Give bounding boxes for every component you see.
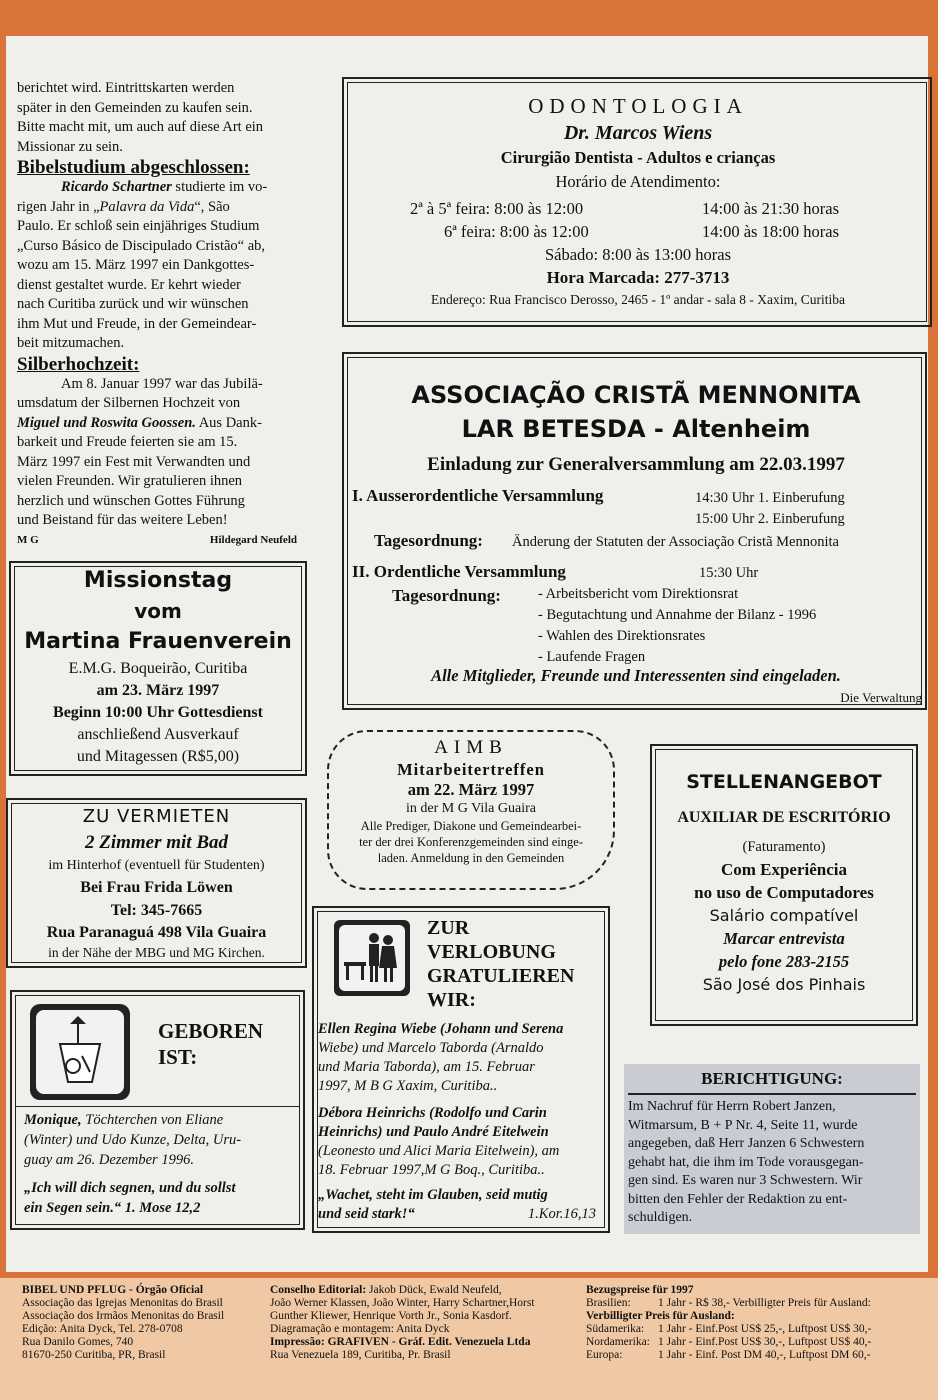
agenda-1: Änderung der Statuten der Associação Cristã Mennonita xyxy=(512,534,839,550)
vermieten-rooms: 2 Zimmer mit Bad xyxy=(84,832,229,853)
aimb-title: AIMB xyxy=(434,737,508,758)
verlobung-title-3: GRATULIEREN xyxy=(427,965,575,987)
footer-c2-first: Jakob Dück, Ewald Neufeld, xyxy=(366,1284,502,1296)
berichtigung-title: BERICHTIGUNG: xyxy=(701,1069,843,1088)
agenda-2-item: - Begutachtung und Annahme der Bilanz - 1996 xyxy=(538,607,817,623)
silber-line: März 1997 ein Fest mit Verwandten und xyxy=(17,453,251,470)
silber-line: umsdatum der Silbernen Hochzeit von xyxy=(17,395,241,411)
associacao-title xyxy=(346,378,926,446)
spacer xyxy=(24,1170,298,1178)
bibel-line xyxy=(17,198,307,218)
verlobung-title-2: VERLOBUNG xyxy=(427,941,556,963)
spacer xyxy=(318,1096,606,1104)
associacao-title-2 xyxy=(346,412,926,446)
verlobung-verse: „Wachet, steht im Glauben, seid mutig xyxy=(318,1187,548,1203)
agenda-2-item: - Laufende Fragen xyxy=(538,649,646,665)
vermieten-note: im Hinterhof (eventuell für Studenten) xyxy=(48,858,265,873)
associacao-sec1-times xyxy=(695,488,845,530)
intro-line: Bitte macht mit, um auch auf diese Art ein xyxy=(17,119,264,135)
bibel-line: nach Curitiba zurück und wir wünschen xyxy=(17,296,249,312)
silber-line: und Beistand für das weitere Leben! xyxy=(17,512,228,528)
missionstag-lunch: und Mitagessen (R$5,00) xyxy=(76,748,240,765)
verlobung-p2: Heinrichs) und Paulo André Eitelwein xyxy=(318,1124,549,1140)
sign-left: M G xyxy=(17,533,39,546)
couple-graphic xyxy=(334,920,410,996)
bibel-line: ihm Mut und Freude, in der Gemeindear- xyxy=(17,315,257,332)
footer-c1-line: 81670-250 Curitiba, PR, Brasil xyxy=(22,1349,166,1361)
aimb-date: am 22. März 1997 xyxy=(407,780,535,799)
agenda-2-item: - Wahlen des Direktionsrates xyxy=(538,628,706,644)
aimb-line: Alle Prediger, Diakone und Gemeindearbei- xyxy=(360,819,582,833)
bibel-line1-rest: studierte im vo- xyxy=(171,179,268,195)
associacao-title-1: ASSOCIAÇÃO CRISTÃ MENNONITA xyxy=(411,381,861,409)
agenda-label-2: Tagesordnung: xyxy=(392,586,501,605)
silber-line xyxy=(17,414,307,434)
footer-c2-line: Diagramação e montagem: Anita Dyck xyxy=(270,1323,450,1335)
stork-graphic xyxy=(30,1004,130,1100)
hours-row xyxy=(410,220,880,243)
aimb-place: in der M G Vila Guaira xyxy=(406,801,536,816)
footer-c1-line: BIBEL UND PFLUG - Órgão Oficial xyxy=(22,1284,204,1296)
verlobung-verse2: und seid stark!“ xyxy=(318,1206,415,1222)
stellen-phone: pelo fone 283-2155 xyxy=(718,952,850,971)
associacao-sec2-time: 15:30 Uhr xyxy=(699,565,759,581)
footer-col-3 xyxy=(586,1284,926,1362)
berichtigung-divider xyxy=(628,1093,916,1095)
berichtigung-line: Witmarsum, B + P Nr. 4, Seite 11, wurde xyxy=(628,1117,858,1133)
vermieten-near: in der Nähe der MBG und MG Kirchen. xyxy=(48,945,265,960)
missionstag-start: Beginn 10:00 Uhr Gottesdienst xyxy=(53,704,263,721)
verlobung-title-4: WIR: xyxy=(427,989,476,1011)
footer-c1-line: Edição: Anita Dyck, Tel. 278-0708 xyxy=(22,1323,183,1335)
masthead-footer xyxy=(0,1278,938,1400)
aimb-meeting: Mitarbeitertreffen xyxy=(397,760,545,779)
berichtigung-text xyxy=(628,1098,918,1228)
bibel-line: Paulo. Er schloß sein einjähriges Studium xyxy=(17,218,260,234)
missionstag-date: am 23. März 1997 xyxy=(96,682,220,699)
associacao-closing: Alle Mitglieder, Freunde und Interessenten sind eingeladen. xyxy=(431,666,841,685)
footer-c2-line xyxy=(270,1284,570,1297)
odontologia-hours-label: Horário de Atendimento: xyxy=(555,172,721,191)
stellen-city: São José dos Pinhais xyxy=(702,975,866,994)
associacao-sec2: II. Ordentliche Versammlung xyxy=(352,562,566,581)
footer-col-1 xyxy=(22,1284,262,1362)
footer-c2-print: Impressão: GRAFIVEN - Gráf. Edit. Venezuela Ltda xyxy=(270,1336,531,1348)
signature-row xyxy=(17,531,297,551)
odontologia-specialty: Cirurgião Dentista - Adultos e crianças xyxy=(500,148,776,167)
odontologia-appointment: Hora Marcada: 277-3713 xyxy=(546,268,730,287)
stellen-experience: Com Experiência xyxy=(720,860,848,879)
associacao-sec1: I. Ausserordentliche Versammlung xyxy=(352,486,604,505)
odontologia-hours xyxy=(410,197,880,243)
geboren-title-2: IST: xyxy=(158,1045,198,1069)
associacao-invite: Einladung zur Generalversammlung am 22.03.1997 xyxy=(427,454,845,475)
stellen-position: AUXILIAR DE ESCRITÓRIO xyxy=(677,809,891,826)
missionstag-content xyxy=(12,566,304,768)
geboren-name: Monique, xyxy=(24,1112,82,1128)
odontologia-saturday: Sábado: 8:00 às 13:00 horas xyxy=(544,245,732,264)
stork-icon xyxy=(30,1004,130,1100)
verlobung-p2: Débora Heinrichs (Rodolfo und Carin xyxy=(318,1105,547,1121)
berichtigung-line: bitten den Fehler der Redaktion zu ent- xyxy=(628,1191,848,1207)
aimb-line: laden. Anmeldung in den Gemeinden xyxy=(377,851,565,865)
stellen-interview: Marcar entrevista xyxy=(723,929,845,948)
odontologia-doctor: Dr. Marcos Wiens xyxy=(563,122,713,144)
verlobung-p1: und Maria Taborda), am 15. Februar xyxy=(318,1059,535,1075)
stellen-content xyxy=(653,768,915,996)
bibel-line: wozu am 15. März 1997 ein Dankgottes- xyxy=(17,257,255,273)
aimb-content xyxy=(330,736,612,866)
geboren-line1: Töchterchen von Eliane xyxy=(85,1112,224,1128)
intro-line: berichtet wird. Eintrittskarten werden xyxy=(17,80,235,96)
footer-c2-line: João Werner Klassen, João Winter, Harry Schartner,Horst xyxy=(270,1297,535,1309)
footer-c2-label: Conselho Editorial: xyxy=(270,1284,367,1296)
geboren-line: guay am 26. Dezember 1996. xyxy=(24,1152,194,1168)
hours-row xyxy=(410,197,880,220)
stellen-title: STELLENANGEBOT xyxy=(686,771,882,793)
geboren-line: (Winter) und Udo Kunze, Delta, Uru- xyxy=(24,1132,242,1148)
hours-row1-right: 14:00 às 21:30 horas xyxy=(702,199,840,218)
footer-c3-br-value: 1 Jahr - R$ 38,- Verbilligter Preis für Ausland: xyxy=(658,1297,871,1309)
geboren-verse: „Ich will dich segnen, und du sollst xyxy=(24,1180,236,1196)
footer-c2-print-addr: Rua Venezuela 189, Curitiba, Pr. Brasil xyxy=(270,1349,451,1361)
agenda-label-1: Tagesordnung: xyxy=(374,531,483,550)
geboren-divider xyxy=(16,1106,300,1107)
silber-heading: Silberhochzeit: xyxy=(17,353,140,375)
berichtigung-line: gen sind. Es waren nur 3 Schwestern. Wir xyxy=(628,1173,863,1188)
verlobung-title-1: ZUR xyxy=(427,917,470,939)
footer-c3-br xyxy=(586,1297,926,1310)
footer-c3-key: Nordamerika: xyxy=(586,1336,650,1348)
agenda-2-item: - Arbeitsbericht vom Direktionsrat xyxy=(538,586,739,602)
bibel-line2-rest: “, São xyxy=(194,198,230,215)
silber-line: barkeit und Freude feierten sie am 15. xyxy=(17,434,238,450)
footer-c3-row xyxy=(586,1349,926,1362)
sign-right: Hildegard Neufeld xyxy=(209,533,297,546)
bibel-line: beit mitzumachen. xyxy=(17,335,125,351)
bibel-line2-italic: Palavra da Vida xyxy=(99,198,195,215)
geboren-line xyxy=(24,1110,298,1130)
footer-c3-row xyxy=(586,1323,926,1336)
stellen-computers: no uso de Computadores xyxy=(694,883,874,902)
footer-c3-val: 1 Jahr - Einf.Post US$ 25,-, Luftpost US$ 30,- xyxy=(658,1323,872,1335)
verlobung-text xyxy=(318,1020,606,1224)
missionstag-place: E.M.G. Boqueirão, Curitiba xyxy=(68,660,248,677)
silber-names: Miguel und Roswita Goossen. xyxy=(17,414,196,431)
berichtigung-line: schuldigen. xyxy=(628,1210,693,1225)
footer-c3-br-label: Brasilien: xyxy=(586,1297,631,1309)
footer-c3-key: Europa: xyxy=(586,1349,623,1361)
geboren-verse: ein Segen sein.“ 1. Mose 12,2 xyxy=(24,1200,201,1216)
odontologia-content xyxy=(348,92,928,193)
footer-c2-line: Gunther Kliewer, Henrique Vorth Jr., Sonia Kasdorf. xyxy=(270,1310,512,1322)
bibel-name: Ricardo Schartner xyxy=(61,179,172,195)
missionstag-org: Martina Frauenverein xyxy=(24,629,292,654)
hours-row1-left: 2ª à 5ª feira: 8:00 às 12:00 xyxy=(410,199,584,218)
intro-line: später in den Gemeinden zu kaufen sein. xyxy=(17,99,253,116)
odontologia-address: Endereço: Rua Francisco Derosso, 2465 - 1º andar - sala 8 - Xaxim, Curitiba xyxy=(431,292,845,307)
footer-c3-title: Bezugspreise für 1997 xyxy=(586,1284,694,1296)
aimb-line: ter der drei Konferenzgemeinden sind einge- xyxy=(359,835,583,849)
silber-line3-rest: Aus Dank- xyxy=(195,414,262,431)
vermieten-phone: Tel: 345-7665 xyxy=(110,902,203,919)
bibel-line2: rigen Jahr in „ xyxy=(17,198,100,215)
silber-line: Am 8. Januar 1997 war das Jubilä- xyxy=(61,375,263,392)
footer-c3-row xyxy=(586,1336,926,1349)
stellen-salary: Salário compatível xyxy=(709,906,859,925)
associacao-title-2b: Altenheim xyxy=(672,415,811,443)
footer-c1-line: Rua Danilo Gomes, 740 xyxy=(22,1336,134,1348)
intro-line: Missionar zu sein. xyxy=(17,138,123,155)
sec1-time-2: 15:00 Uhr 2. Einberufung xyxy=(695,511,845,527)
verlobung-verse-ref: 1.Kor.16,13 xyxy=(527,1206,596,1222)
footer-c1-line: Associação dos Irmãos Menonitas do Brasil xyxy=(22,1310,225,1322)
bibel-heading: Bibelstudium abgeschlossen: xyxy=(17,157,250,178)
bibel-line: „Curso Básico de Discipulado Cristão“ ab, xyxy=(17,237,266,254)
left-article xyxy=(17,79,307,550)
footer-c3-sub: Verbilligter Preis für Ausland: xyxy=(586,1310,735,1322)
verlobung-title xyxy=(427,916,574,1012)
couple-icon xyxy=(334,920,410,996)
verlobung-verse-row xyxy=(318,1205,596,1224)
odontologia-title: ODONTOLOGIA xyxy=(528,94,748,118)
footer-c3-val: 1 Jahr - Einf.Post US$ 30,-, Luftpost US$ 40,- xyxy=(658,1336,872,1348)
vermieten-address: Rua Paranaguá 498 Vila Guaira xyxy=(46,924,267,941)
verlobung-p2: (Leonesto und Alici Maria Eitelwein), am xyxy=(318,1143,560,1159)
hours-row2-right: 14:00 às 18:00 horas xyxy=(702,222,840,241)
verlobung-p1: Wiebe) und Marcelo Taborda (Arnaldo xyxy=(318,1040,544,1056)
missionstag-sale: anschließend Ausverkauf xyxy=(77,726,239,743)
stellen-department: (Faturamento) xyxy=(742,839,826,855)
berichtigung-line: angegeben, daß Herr Janzen 6 Schwestern xyxy=(628,1136,865,1151)
vermieten-contact: Bei Frau Frida Löwen xyxy=(80,879,233,896)
footer-c3-val: 1 Jahr - Einf. Post DM 40,-, Luftpost DM 60,- xyxy=(658,1349,871,1361)
vermieten-title: ZU VERMIETEN xyxy=(82,806,231,827)
verlobung-p2: 18. Februar 1997,M G Boq., Curitiba.. xyxy=(318,1162,545,1178)
silber-line: vielen Freunden. Wir gratulieren ihnen xyxy=(17,473,243,489)
berichtigung-line: Im Nachruf für Herrn Robert Janzen, xyxy=(628,1099,836,1114)
missionstag-vom: vom xyxy=(134,599,182,623)
associacao-sign: Die Verwaltung xyxy=(840,690,922,705)
odontologia-bottom xyxy=(348,243,928,310)
footer-c1-line: Associação das Igrejas Menonitas do Brasil xyxy=(22,1297,223,1309)
geboren-title-1: GEBOREN xyxy=(158,1019,264,1043)
bibel-line xyxy=(17,178,307,198)
geboren-title xyxy=(158,1018,263,1070)
berichtigung-line: gehabt hat, die ihm im Tode vorausgegan- xyxy=(628,1154,864,1170)
associacao-title-2a: LAR BETESDA - xyxy=(461,415,673,443)
missionstag-title: Missionstag xyxy=(83,568,233,593)
hours-row2-left: 6ª feira: 8:00 às 12:00 xyxy=(444,222,589,241)
verlobung-p1: Ellen Regina Wiebe (Johann und Serena xyxy=(318,1021,564,1037)
sec1-time-1: 14:30 Uhr 1. Einberufung xyxy=(695,490,845,506)
verlobung-p1: 1997, M B G Xaxim, Curitiba.. xyxy=(318,1078,498,1094)
bibel-line: dienst gestaltet wurde. Er kehrt wieder xyxy=(17,276,241,293)
footer-col-2 xyxy=(270,1284,570,1362)
geboren-text xyxy=(24,1110,298,1218)
agenda-2-list xyxy=(538,584,816,668)
vermieten-content xyxy=(9,804,304,962)
footer-c3-key: Südamerika: xyxy=(586,1323,645,1335)
silber-line: herzlich und wünschen Gottes Führung xyxy=(17,492,245,509)
